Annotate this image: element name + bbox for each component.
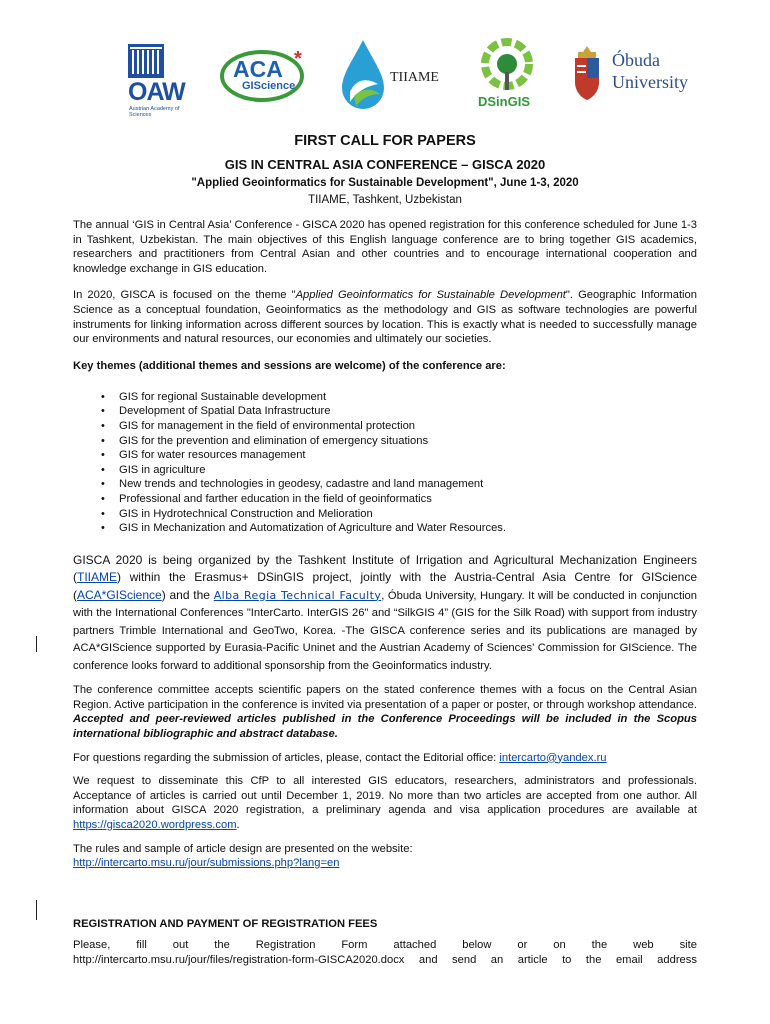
registration-form-url: http://intercarto.msu.ru/jour/files/registration-form-GISCA2020.docx [73,953,405,966]
list-item: • GIS for the prevention and elimination of emergency situations [73,434,697,449]
list-item: • New trends and technologies in geodesy, cadastre and land management [73,477,697,492]
obuda-line1: Óbuda [612,50,660,70]
oaw-logo [124,42,200,120]
aca-caption: GIScience [242,80,296,92]
word: Please, [73,938,111,951]
focus-text-after: ". Geographic Information Science as a conceptual foundation, Geoinformatics as the methodology and GIS as software technologies are powerful instruments for linking information across different sources by location. This is exactly what is needed to successfully manage our environments and natural resources, our economies and ultimately our societies. [73,289,697,346]
tree-globe-icon [476,38,538,94]
dsingis-logo [476,38,540,116]
oaw-caption: Austrian Academy of Sciences [129,106,180,118]
word: send [452,953,477,966]
aca-giscience-link[interactable]: ACA*GIScience [77,587,162,602]
word: to [562,953,572,966]
committee-bold-text: Accepted and peer-reviewed articles published in the Conference Proceedings will be included in the Scopus international bibliographic and abstract database. [73,713,697,740]
revision-bar [36,900,37,920]
list-item: • GIS in Mechanization and Automatization of Agriculture and Water Resources. [73,521,697,536]
page-title: FIRST CALL FOR PAPERS [294,133,476,149]
committee-text: The conference committee accepts scientific papers on the stated conference themes with a focus on the Central Asian Region. Active participation in the conference is invited via presentation of a paper or poster, or through workshop attendance. [73,684,697,711]
word: article [517,953,548,966]
word: the [591,938,608,951]
key-themes-heading: Key themes (additional themes and sessions are welcome) of the conference are: [73,359,506,372]
questions-text: For questions regarding the submission of articles, please, contact the Editorial office: [73,751,500,764]
editorial-email-link[interactable]: intercarto@yandex.ru [499,751,607,764]
list-item: • GIS in Hydrotechnical Construction and Melioration [73,507,697,522]
word: web [633,938,654,951]
document-body [73,132,697,968]
organizers-text: GISCA 2020 is being organized by the Tashkent Institute of Irrigation and Agricultural Mechanization Engineers ( [73,552,697,585]
word: email [615,953,643,966]
word: and [418,953,438,966]
focus-text-before: In 2020, GISCA is focused on the theme " [73,289,296,302]
word: fill [136,938,147,951]
submissions-link[interactable]: http://intercarto.msu.ru/jour/submissions.php?lang=en [73,857,340,870]
questions-paragraph [73,751,697,766]
gisca-website-link[interactable]: https://gisca2020.wordpress.com [73,818,237,831]
word: on [553,938,566,951]
aca-giscience-logo [218,46,312,106]
organizers-paragraph [73,552,697,675]
word: an [490,953,504,966]
revision-bar [36,636,37,652]
conference-name: GIS IN CENTRAL ASIA CONFERENCE – GISCA 2020 [224,157,546,172]
word: below [462,938,492,951]
word: the [214,938,230,951]
word: Form [341,938,368,951]
university-crest-icon [572,44,602,102]
focus-theme: Applied Geoinformatics for Sustainable Development [295,289,566,302]
word: site [679,938,697,951]
themes-list [73,390,697,536]
list-item: • GIS for management in the field of environmental protection [73,419,697,434]
registration-line-2 [73,953,697,968]
word: the [585,953,602,966]
list-item: • GIS for water resources management [73,448,697,463]
word: out [172,938,189,951]
list-item: • GIS in agriculture [73,463,697,478]
committee-paragraph [73,683,697,741]
word: or [517,938,528,951]
oaw-name: OAW [128,78,185,106]
registration-heading: REGISTRATION AND PAYMENT OF REGISTRATION FEES [73,917,378,930]
list-item: • Professional and farther education in the field of geoinformatics [73,492,697,507]
word: address [657,953,697,966]
disseminate-text: We request to disseminate this CfP to all interested GIS educators, researchers, administrators and professionals. Acceptance of articles is carried out until December 1, 2019. No more than two articles are accepted from one author. All information about GISCA 2020 registration, a preliminary agenda and visa application procedures are available at [73,775,697,817]
intro-paragraph: The annual ‘GIS in Central Asia’ Conference - GISCA 2020 has opened registration for this conference scheduled for June 1-3 in Tashkent, Uzbekistan. The main objectives of this English language conference are to bring together GIS academics, researchers and practitioners from Central Asian and other countries and to encourage international cooperation and knowledge exchange in GIS education. [73,219,697,275]
logo-bar [120,36,700,120]
word: attached [393,938,437,951]
tiiame-logo [334,36,454,116]
rules-paragraph [73,842,697,871]
aca-star: * [294,48,302,70]
obuda-line2: University [612,72,688,92]
organizers-text: ) and the [161,587,214,602]
obuda-university-logo [572,42,700,112]
focus-paragraph [73,288,697,346]
registration-line-1 [73,938,697,953]
disseminate-end: . [236,818,240,831]
conference-subtitle: "Applied Geoinformatics for Sustainable Development", June 1-3, 2020 [191,177,579,189]
organizers-text: ) within the Erasmus+ DSinGIS project, jointly with the Austria-Central Asia Centre for GIScience ( [73,570,697,602]
alba-regia-link[interactable]: Alba Regia Technical Faculty [213,588,382,602]
tiiame-name: TIIAME [390,70,439,85]
list-item: • GIS for regional Sustainable development [73,390,697,405]
water-drop-icon [338,38,388,112]
aca-name: ACA [233,56,283,82]
tiiame-link[interactable]: TIIAME [77,570,118,585]
list-item: • Development of Spatial Data Infrastructure [73,404,697,419]
organizers-text: , Óbuda University, Hungary. It will be conducted in conjunction with the International Conferences "InterCarto. InterGIS 26" and “SilkGIS 4” (GIS for the Silk Road) with support from industry partners Trimble International and GeoTwo, Korea. -The GISCA conference series and its publications are managed by ACA*GIScience supported by Eurasia-Pacific Uninet and the Austrian Academy of Sciences’ Commission for GIScience. The conference looks forward to additional sponsorship from the Geoinformatics industry. [73,589,698,672]
disseminate-paragraph [73,774,697,832]
rules-text: The rules and sample of article design are presented on the website: [73,842,413,855]
word: Registration [255,938,316,951]
dsingis-name: DSinGIS [478,94,531,109]
conference-place: TIIAME, Tashkent, Uzbekistan [308,194,462,206]
